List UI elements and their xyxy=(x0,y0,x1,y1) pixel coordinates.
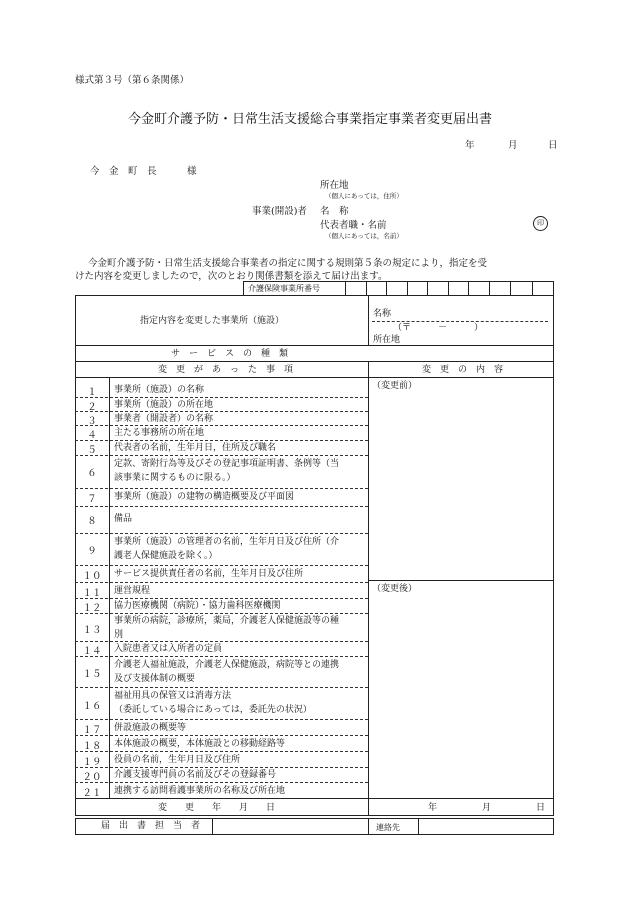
office-number-label: 介護保険事業所番号 xyxy=(248,284,320,293)
item-text-continued: 護老人保健施設を除く。） xyxy=(114,551,218,561)
form-number: 様式第３号（第６条関係） xyxy=(75,75,190,86)
addressee-honorific: 様 xyxy=(187,166,197,177)
item-text: 主たる事務所の所在地 xyxy=(114,428,205,438)
item-text: 事業所（施設）の所在地 xyxy=(114,400,214,410)
item-text-continued: 別 xyxy=(114,630,124,640)
changed-items-header: 変 更 が あ っ た 事 項 xyxy=(158,365,294,375)
item-text: 併設施設の概要等 xyxy=(114,723,187,733)
item-text: 福祉用具の保管又は消毒方法 xyxy=(114,691,232,701)
body-line-1: 今金町介護予防・日常生活支援総合事業者の指定に関する規則第５条の規定により，指定を受 xyxy=(88,258,488,269)
item-text: 事業所（施設）の管理者の名前，生年月日及び住所（介 xyxy=(114,537,340,547)
body-line-2: けた内容を変更しましたので，次のとおり関係書類を添えて届け出ます。 xyxy=(75,271,388,282)
change-content-header: 変 更 の 内 容 xyxy=(422,365,504,375)
item-number: １９ xyxy=(82,757,102,768)
item-text: 運営規程 xyxy=(114,586,151,596)
item-text: 介護老人福祉施設，介護老人保健施設，病院等との連携 xyxy=(114,660,340,670)
addressee-name: 今 金 町 長 xyxy=(90,166,157,177)
after-label: （変更後） xyxy=(372,584,418,594)
item-number: １ xyxy=(87,387,97,398)
item-number: ２０ xyxy=(82,772,102,783)
seal-mark: 印 xyxy=(533,216,548,231)
item-text: 事業所（施設）の名称 xyxy=(114,385,205,395)
item-number: ８ xyxy=(87,516,97,527)
item-number: ５ xyxy=(87,445,97,456)
item-number: １５ xyxy=(82,669,102,680)
item-text-continued: （委託している場合にあっては，委託先の状況） xyxy=(114,705,312,715)
item-number: １２ xyxy=(82,603,102,614)
item-text: 役員の名前，生年月日及び住所 xyxy=(114,755,241,765)
item-text: 備品 xyxy=(114,514,133,524)
page-title: 今金町介護予防・日常生活支援総合事業指定事業者変更届出書 xyxy=(128,112,493,127)
item-number: ６ xyxy=(87,468,97,479)
item-number: ９ xyxy=(87,546,97,557)
business-label: 事業(開設)者 xyxy=(252,206,307,217)
item-number: １８ xyxy=(82,741,102,752)
item-number: １０ xyxy=(82,571,102,582)
facility-label: 指定内容を変更した事業所（施設） xyxy=(140,316,285,326)
location-label: 所在地 xyxy=(320,180,349,191)
item-text: 本体施設の概要，本体施設との移動経路等 xyxy=(114,739,286,749)
item-number: １６ xyxy=(82,701,102,712)
location-note: （個人にあっては，住所） xyxy=(325,192,403,200)
facility-address-label: 所在地 xyxy=(373,335,401,345)
item-text: 協力医療機関（病院）・協力歯科医療機関 xyxy=(114,601,281,611)
rep-label: 代表者職・名前 xyxy=(320,220,387,231)
contact-label: 連絡先 xyxy=(376,823,400,832)
rep-note: （個人にあっては，名前） xyxy=(325,232,403,240)
date-month: 月 xyxy=(508,140,518,151)
item-text: 事業所（施設）の建物の構造概要及び平面図 xyxy=(114,492,295,502)
item-number: ７ xyxy=(87,494,97,505)
change-date-value: 年 月 日 xyxy=(428,803,546,813)
item-text: 介護支援専門員の名前及びその登録番号 xyxy=(114,770,277,780)
item-number: １４ xyxy=(82,646,102,657)
item-text-continued: 及び支援体制の概要 xyxy=(114,674,196,684)
date-year: 年 xyxy=(465,140,475,151)
item-text: 入院患者又は入所者の定員 xyxy=(114,644,223,654)
change-date-label: 変 更 年 月 日 xyxy=(158,803,276,813)
facility-name-label: 名称 xyxy=(373,309,392,319)
before-label: （変更前） xyxy=(372,381,418,391)
item-text: 連携する訪問看護事業所の名称及び所在地 xyxy=(114,786,286,796)
item-text: サービス提供責任者の名前，生年月日及び住所 xyxy=(114,569,304,579)
postal-code: （〒 － ） xyxy=(393,323,484,333)
item-number: ４ xyxy=(87,430,97,441)
item-text-continued: 該事業に関するものに限る。） xyxy=(114,473,236,483)
item-number: １７ xyxy=(82,725,102,736)
item-number: ３ xyxy=(87,416,97,427)
item-number: １３ xyxy=(82,625,102,636)
service-type-label: サ ー ビ ス の 種 類 xyxy=(171,349,289,359)
contact-person-label: 届 出 書 担 当 者 xyxy=(101,821,201,831)
date-day: 日 xyxy=(548,140,558,151)
item-number: １１ xyxy=(82,588,102,599)
item-text: 事業所の病院，診療所，薬局，介護老人保健施設等の種 xyxy=(114,616,340,626)
item-text: 事業者（開設者）の名称 xyxy=(114,414,214,424)
item-text: 代表者の名前，生年月日，住所及び職名 xyxy=(114,443,277,453)
item-number: ２１ xyxy=(82,788,102,799)
item-number: ２ xyxy=(87,402,97,413)
item-text: 定款、寄附行為等及びその登記事項証明書、条例等（当 xyxy=(114,459,340,469)
name-label: 名 称 xyxy=(320,206,349,217)
